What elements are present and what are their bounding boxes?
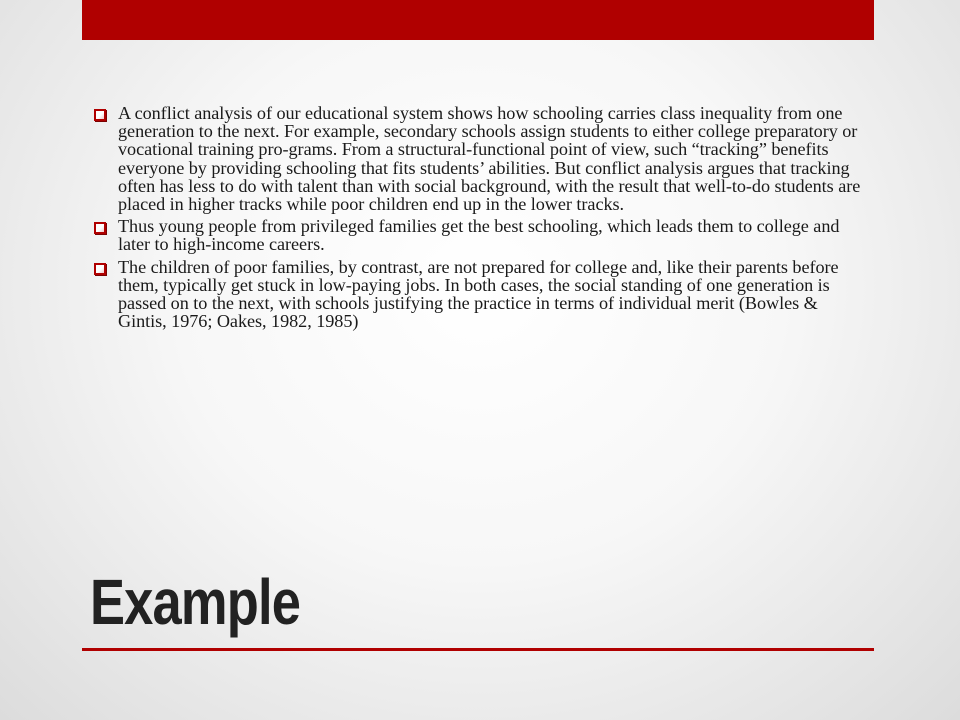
bullet-item: [94, 258, 864, 331]
checkbox-square-icon: [94, 222, 106, 234]
checkbox-square-icon: [94, 263, 106, 275]
slide-title: Example: [90, 566, 301, 638]
top-accent-bar: [82, 0, 874, 40]
bullet-text: The children of poor families, by contrast, are not prepared for college and, like their parents before them, typically get stuck in low-paying jobs. In both cases, the social standing of one generation is passed on to the next, with schools justifying the practice in terms of individual merit (Bowles & Gintis, 1976; Oakes, 1982, 1985): [118, 256, 839, 332]
slide-body: [94, 104, 864, 334]
bullet-text: A conflict analysis of our educational system shows how schooling carries class inequality from one generation to the next. For example, secondary schools assign students to either college preparatory or vocational training pro-grams. From a structural-functional point of view, such “tracking” benefits everyone by providing schooling that fits students’ abilities. But conflict analysis argues that tracking often has less to do with talent than with social background, with the result that well-to-do students are placed in higher tracks while poor children end up in the lower tracks.: [118, 103, 861, 215]
title-underline: [82, 648, 874, 651]
bullet-list: [94, 104, 864, 330]
bullet-text: Thus young people from privileged families get the best schooling, which leads them to college and later to high-income careers.: [118, 216, 840, 255]
bullet-item: [94, 217, 864, 253]
checkbox-square-icon: [94, 109, 106, 121]
bullet-item: [94, 104, 864, 213]
